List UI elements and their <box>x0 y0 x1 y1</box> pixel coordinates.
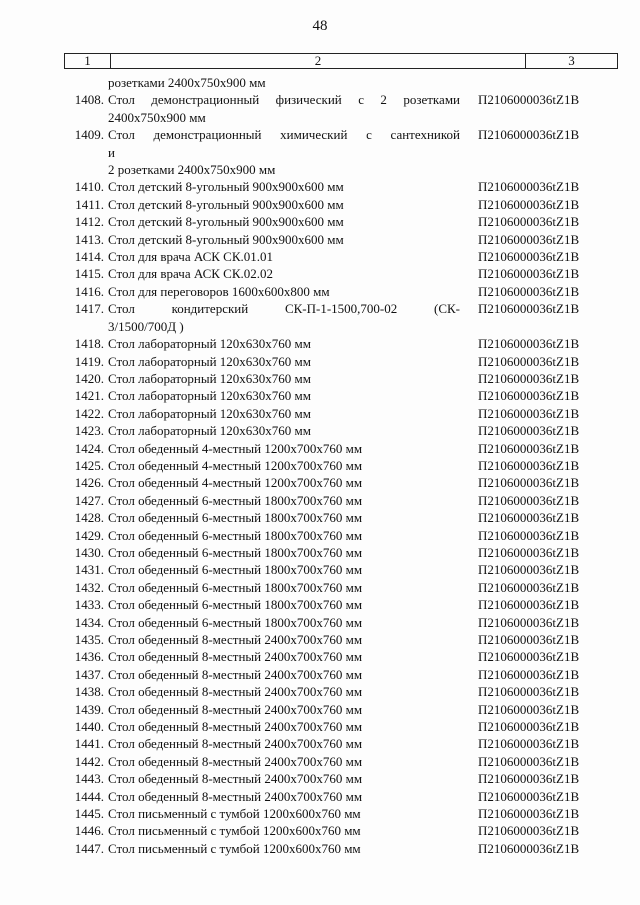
item-number: 1437. <box>74 666 104 682</box>
continuation-text: розетками 2400x750x900 мм <box>108 75 266 90</box>
table-row <box>64 387 618 404</box>
item-number: 1412. <box>74 214 104 230</box>
header-col-1: 1 <box>65 54 111 68</box>
item-code: П2106000036tZ1B <box>478 336 580 352</box>
item-number: 1421. <box>74 388 104 404</box>
item-description: Стол обеденный 8-местный 2400x700x760 мм <box>108 788 363 804</box>
item-code: П2106000036tZ1B <box>478 249 580 265</box>
item-code <box>460 109 600 126</box>
item-description: Стол обеденный 4-местный 1200x700x760 мм <box>108 440 363 456</box>
item-description: Стол лабораторный 120x630x760 мм <box>108 388 311 404</box>
item-description: Стол обеденный 6-местный 1800x700x760 мм <box>108 492 363 508</box>
item-number: 1427. <box>74 492 104 508</box>
item-description: Стол кондитерский СК-П-1-1500,700-02 (СК- <box>108 301 460 317</box>
item-description: Стол обеденный 8-местный 2400x700x760 мм <box>108 753 363 769</box>
table-row <box>64 718 618 735</box>
item-number: 1439. <box>74 701 104 717</box>
item-number: 1445. <box>74 806 104 822</box>
table-row <box>64 492 618 509</box>
item-number: 1415. <box>74 266 104 282</box>
item-number: 1431. <box>74 562 104 578</box>
item-code: П2106000036tZ1B <box>478 544 580 560</box>
item-description: Стол обеденный 8-местный 2400x700x760 мм <box>108 666 363 682</box>
item-number <box>64 109 108 126</box>
item-code: П2106000036tZ1B <box>478 196 580 212</box>
item-number: 1441. <box>74 736 104 752</box>
table-row <box>64 614 618 631</box>
item-code: П2106000036tZ1B <box>478 127 580 143</box>
table-row <box>64 231 618 248</box>
table-row <box>64 283 618 300</box>
item-description: Стол обеденный 8-местный 2400x700x760 мм <box>108 736 363 752</box>
item-number: 1446. <box>74 823 104 839</box>
table-row <box>64 770 618 787</box>
item-number: 1426. <box>74 475 104 491</box>
item-description: Стол письменный с тумбой 1200x600x760 мм <box>108 823 361 839</box>
item-code: П2106000036tZ1B <box>478 370 580 386</box>
item-number: 1425. <box>74 457 104 473</box>
item-code: П2106000036tZ1B <box>478 510 580 526</box>
item-description: Стол детский 8-угольный 900x900x600 мм <box>108 179 344 195</box>
item-description: Стол обеденный 8-местный 2400x700x760 мм <box>108 719 363 735</box>
item-description: Стол лабораторный 120x630x760 мм <box>108 370 311 386</box>
item-number: 1413. <box>74 231 104 247</box>
item-description: Стол детский 8-угольный 900x900x600 мм <box>108 231 344 247</box>
item-number: 1438. <box>74 684 104 700</box>
item-code: П2106000036tZ1B <box>478 771 580 787</box>
item-description: Стол лабораторный 120x630x760 мм <box>108 405 311 421</box>
item-number: 1430. <box>74 544 104 560</box>
item-description: Стол для переговоров 1600x600x800 мм <box>108 283 330 299</box>
item-code: П2106000036tZ1B <box>478 666 580 682</box>
table-row <box>64 701 618 718</box>
table-row <box>64 370 618 387</box>
item-code: П2106000036tZ1B <box>478 788 580 804</box>
item-number: 1436. <box>74 649 104 665</box>
item-description: Стол лабораторный 120x630x760 мм <box>108 336 311 352</box>
item-number <box>64 144 108 161</box>
item-description: 2 розетками 2400x750x900 мм <box>108 162 276 178</box>
item-code <box>460 318 600 335</box>
item-code: П2106000036tZ1B <box>478 632 580 647</box>
item-code: П2106000036tZ1B <box>478 423 580 439</box>
item-description: Стол обеденный 8-местный 2400x700x760 мм <box>108 771 363 787</box>
table-row <box>64 527 618 544</box>
continuation-row <box>64 74 618 91</box>
item-number: 1420. <box>74 370 104 386</box>
item-number: 1416. <box>74 283 104 299</box>
table-row <box>64 335 618 352</box>
header-col-3: 3 <box>568 53 575 68</box>
table-row <box>64 196 618 213</box>
item-description: Стол лабораторный 120x630x760 мм <box>108 353 311 369</box>
item-number: 1428. <box>74 510 104 526</box>
table-row <box>64 300 618 317</box>
item-code: П2106000036tZ1B <box>478 579 580 595</box>
table-row <box>64 178 618 195</box>
item-code: П2106000036tZ1B <box>478 266 580 282</box>
item-number: 1424. <box>74 440 104 456</box>
table-row <box>64 596 618 613</box>
table-row <box>64 91 618 108</box>
item-number <box>64 161 108 178</box>
item-description: Стол письменный с тумбой 1200x600x760 мм <box>108 840 361 856</box>
table-row <box>64 457 618 474</box>
table-row <box>64 353 618 370</box>
table-row <box>64 422 618 439</box>
table-row <box>64 405 618 422</box>
item-description: Стол для врача АСК СК.02.02 <box>108 266 274 282</box>
table-row <box>64 509 618 526</box>
item-description: Стол обеденный 6-местный 1800x700x760 мм <box>108 510 363 526</box>
item-code: П2106000036tZ1B <box>478 719 580 735</box>
item-number: 1435. <box>74 632 104 647</box>
item-description: Стол обеденный 6-местный 1800x700x760 мм <box>108 614 363 630</box>
item-number: 1447. <box>74 840 104 856</box>
table-row <box>64 109 618 126</box>
table-row <box>64 735 618 752</box>
item-description: 2400x750x900 мм <box>108 109 206 125</box>
item-code: П2106000036tZ1B <box>478 405 580 421</box>
item-description: Стол детский 8-угольный 900x900x600 мм <box>108 214 344 230</box>
item-code: П2106000036tZ1B <box>478 440 580 456</box>
item-description: Стол обеденный 4-местный 1200x700x760 мм <box>108 475 363 491</box>
item-code: П2106000036tZ1B <box>478 92 580 108</box>
table-row <box>64 631 618 648</box>
item-code: П2106000036tZ1B <box>478 283 580 299</box>
item-number: 1429. <box>74 527 104 543</box>
table-row <box>64 248 618 265</box>
table-row <box>64 840 618 857</box>
item-description: Стол для врача АСК СК.01.01 <box>108 249 274 265</box>
item-number: 1444. <box>74 788 104 804</box>
item-number: 1418. <box>74 336 104 352</box>
item-description: Стол обеденный 6-местный 1800x700x760 мм <box>108 562 363 578</box>
table-row <box>64 753 618 770</box>
table-row <box>64 126 618 143</box>
item-description: Стол обеденный 8-местный 2400x700x760 мм <box>108 701 363 717</box>
item-code: П2106000036tZ1B <box>478 231 580 247</box>
item-number: 1434. <box>74 614 104 630</box>
item-code: П2106000036tZ1B <box>478 527 580 543</box>
table-row <box>64 579 618 596</box>
item-code: П2106000036tZ1B <box>478 388 580 404</box>
item-code: П2106000036tZ1B <box>478 475 580 491</box>
item-number: 1440. <box>74 719 104 735</box>
table-header <box>64 53 618 69</box>
item-description: Стол письменный с тумбой 1200x600x760 мм <box>108 806 361 822</box>
item-description: Стол демонстрационный химический с сантехникой <box>108 127 460 143</box>
item-description: Стол обеденный 8-местный 2400x700x760 мм <box>108 684 363 700</box>
table-row <box>64 561 618 578</box>
item-code: П2106000036tZ1B <box>478 684 580 700</box>
item-code: П2106000036tZ1B <box>478 840 580 856</box>
table-row <box>64 805 618 822</box>
item-number: 1423. <box>74 423 104 439</box>
item-number: 1409. <box>74 127 104 143</box>
item-number: 1417. <box>74 301 104 317</box>
table-row <box>64 161 618 178</box>
item-description: и <box>108 144 115 160</box>
table-row <box>64 788 618 805</box>
item-number: 1433. <box>74 597 104 613</box>
table-body <box>64 74 618 857</box>
item-number: 1408. <box>74 92 104 108</box>
item-description: Стол обеденный 6-местный 1800x700x760 мм <box>108 597 363 613</box>
item-code: П2106000036tZ1B <box>478 179 580 195</box>
item-code <box>460 144 600 161</box>
item-code <box>460 161 600 178</box>
item-description: Стол обеденный 8-местный 2400x700x760 мм <box>108 632 363 647</box>
item-code: П2106000036tZ1B <box>478 214 580 230</box>
item-code: П2106000036tZ1B <box>478 353 580 369</box>
table-row <box>64 648 618 665</box>
item-description: Стол обеденный 6-местный 1800x700x760 мм <box>108 544 363 560</box>
table-row <box>64 265 618 282</box>
item-code: П2106000036tZ1B <box>478 301 580 317</box>
item-code: П2106000036tZ1B <box>478 753 580 769</box>
item-code: П2106000036tZ1B <box>478 562 580 578</box>
item-code: П2106000036tZ1B <box>478 597 580 613</box>
item-number: 1410. <box>74 179 104 195</box>
table-row <box>64 144 618 161</box>
item-description: Стол обеденный 8-местный 2400x700x760 мм <box>108 649 363 665</box>
table-row <box>64 683 618 700</box>
item-description: Стол обеденный 6-местный 1800x700x760 мм <box>108 579 363 595</box>
item-code: П2106000036tZ1B <box>478 701 580 717</box>
table-row <box>64 544 618 561</box>
item-description: 3/1500/700Д ) <box>108 318 184 334</box>
item-number: 1443. <box>74 771 104 787</box>
item-description: Стол обеденный 6-местный 1800x700x760 мм <box>108 527 363 543</box>
table-row <box>64 213 618 230</box>
item-number: 1414. <box>74 249 104 265</box>
item-number: 1442. <box>74 753 104 769</box>
item-description: Стол обеденный 4-местный 1200x700x760 мм <box>108 457 363 473</box>
item-description: Стол лабораторный 120x630x760 мм <box>108 423 311 439</box>
item-number: 1411. <box>75 196 104 212</box>
item-code: П2106000036tZ1B <box>478 806 580 822</box>
item-number: 1422. <box>74 405 104 421</box>
item-code: П2106000036tZ1B <box>478 457 580 473</box>
item-code: П2106000036tZ1B <box>478 492 580 508</box>
table-row <box>64 318 618 335</box>
item-description: Стол детский 8-угольный 900x900x600 мм <box>108 196 344 212</box>
item-number <box>64 318 108 335</box>
item-code: П2106000036tZ1B <box>478 649 580 665</box>
item-code: П2106000036tZ1B <box>478 614 580 630</box>
table-row <box>64 474 618 491</box>
table-row <box>64 440 618 457</box>
item-code: П2106000036tZ1B <box>478 823 580 839</box>
item-code: П2106000036tZ1B <box>478 736 580 752</box>
header-col-2: 2 <box>111 54 526 68</box>
item-number: 1432. <box>74 579 104 595</box>
table-row <box>64 822 618 839</box>
table-row <box>64 666 618 683</box>
item-description: Стол демонстрационный физический с 2 розетками <box>108 92 460 108</box>
page-number: 48 <box>312 18 328 34</box>
item-number: 1419. <box>74 353 104 369</box>
